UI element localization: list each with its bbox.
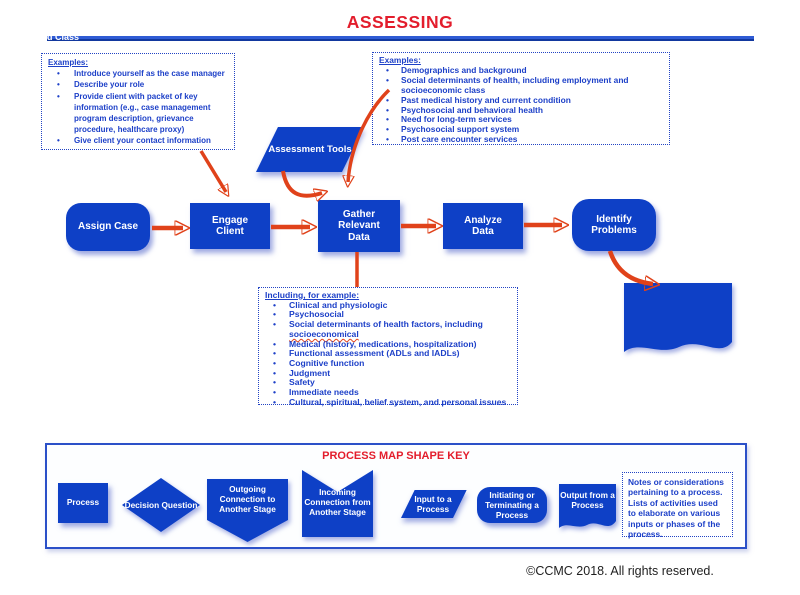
spellcheck-underlined-word: socioeconomical xyxy=(289,328,359,339)
note-item-text: Social determinants of health factors, including xyxy=(289,319,483,330)
note-item: • Clinical and physiologic xyxy=(265,301,513,311)
flow-node-analyze-data: Analyze Data xyxy=(443,203,523,249)
key-input-label: Input to a Process xyxy=(414,493,452,514)
note-list xyxy=(379,66,665,145)
note-item: • Give client your contact information xyxy=(48,135,230,146)
flow-node-gather-data: Gather Relevant Data xyxy=(318,200,400,252)
note-item: • Post care encounter services xyxy=(379,135,665,145)
arrow-tools-to-gather xyxy=(283,171,322,196)
arrow-identify-to-output xyxy=(610,251,653,284)
key-decision-label: Decision Question xyxy=(124,499,198,510)
key-output-label: Output from a Process xyxy=(560,490,615,511)
note-item: • Psychosocial and behavioral health xyxy=(379,106,665,116)
gather-examples-note xyxy=(372,52,670,145)
output-item: · List of Problems (actual and potential) xyxy=(0,0,100,22)
title-underline xyxy=(47,36,754,41)
note-item: • Psychosocial xyxy=(265,310,513,320)
engage-examples-note xyxy=(41,53,235,150)
note-item: • Cognitive function xyxy=(265,359,513,369)
key-process-shape: Process xyxy=(58,483,108,523)
note-item: • Safety xyxy=(265,378,513,388)
note-item: • Introduce yourself as the case manager xyxy=(48,68,230,79)
note-item: • Need for long-term services xyxy=(379,115,665,125)
note-item: • Immediate needs xyxy=(265,388,513,398)
copyright-text: ©CCMC 2018. All rights reserved. xyxy=(526,564,714,578)
key-notes-box: Notes or considerations pertaining to a process. Lists of activities used to elaborate on various inputs or phases of the process. xyxy=(622,472,733,537)
page-title: ASSESSING xyxy=(346,12,454,32)
including-examples-note xyxy=(258,287,518,405)
flow-node-assign-case: Assign Case xyxy=(66,203,150,251)
note-heading: Examples: xyxy=(379,55,421,65)
note-item xyxy=(265,320,513,339)
note-heading: Including, for example: xyxy=(265,290,360,300)
note-item: • Past medical history and current condition xyxy=(379,96,665,106)
key-initiating-terminating-shape: Initiating or Terminating a Process xyxy=(477,487,547,523)
note-item: • Functional assessment (ADLs and IADLs) xyxy=(265,349,513,359)
key-incoming-label: Incoming Connection from Another Stage xyxy=(304,487,371,518)
note-item: • Describe your role xyxy=(48,79,230,90)
note-heading: Examples: xyxy=(48,58,89,67)
note-list xyxy=(48,68,230,146)
note-item: • Medical (history, medications, hospitalization) xyxy=(265,340,513,350)
note-item: • Judgment xyxy=(265,369,513,379)
arrow-examples-to-engage xyxy=(201,151,226,192)
note-item: • Provide client with packet of key information (e.g., case management program description, grievance procedure, healthcare proxy) xyxy=(48,91,230,136)
output-shape xyxy=(623,282,733,364)
key-outgoing-label: Outgoing Connection to Another Stage xyxy=(219,484,276,515)
note-item: • Cultural, spiritual, belief system, and personal issues xyxy=(265,398,513,408)
output-list xyxy=(0,0,100,43)
assessment-tools-label: Assessment Tools xyxy=(268,144,352,155)
shape-key-title: PROCESS MAP SHAPE KEY xyxy=(322,450,470,462)
flow-node-engage-client: Engage Client xyxy=(190,203,270,249)
note-item: • Social determinants of health, including employment and socioeconomic class xyxy=(379,76,665,96)
output-item: · Risk Stratification Score and Class xyxy=(0,22,100,44)
note-item: • Psychosocial support system xyxy=(379,125,665,135)
flow-node-identify-problems: Identify Problems xyxy=(572,199,656,251)
note-item: • Demographics and background xyxy=(379,66,665,76)
note-list xyxy=(265,301,513,408)
